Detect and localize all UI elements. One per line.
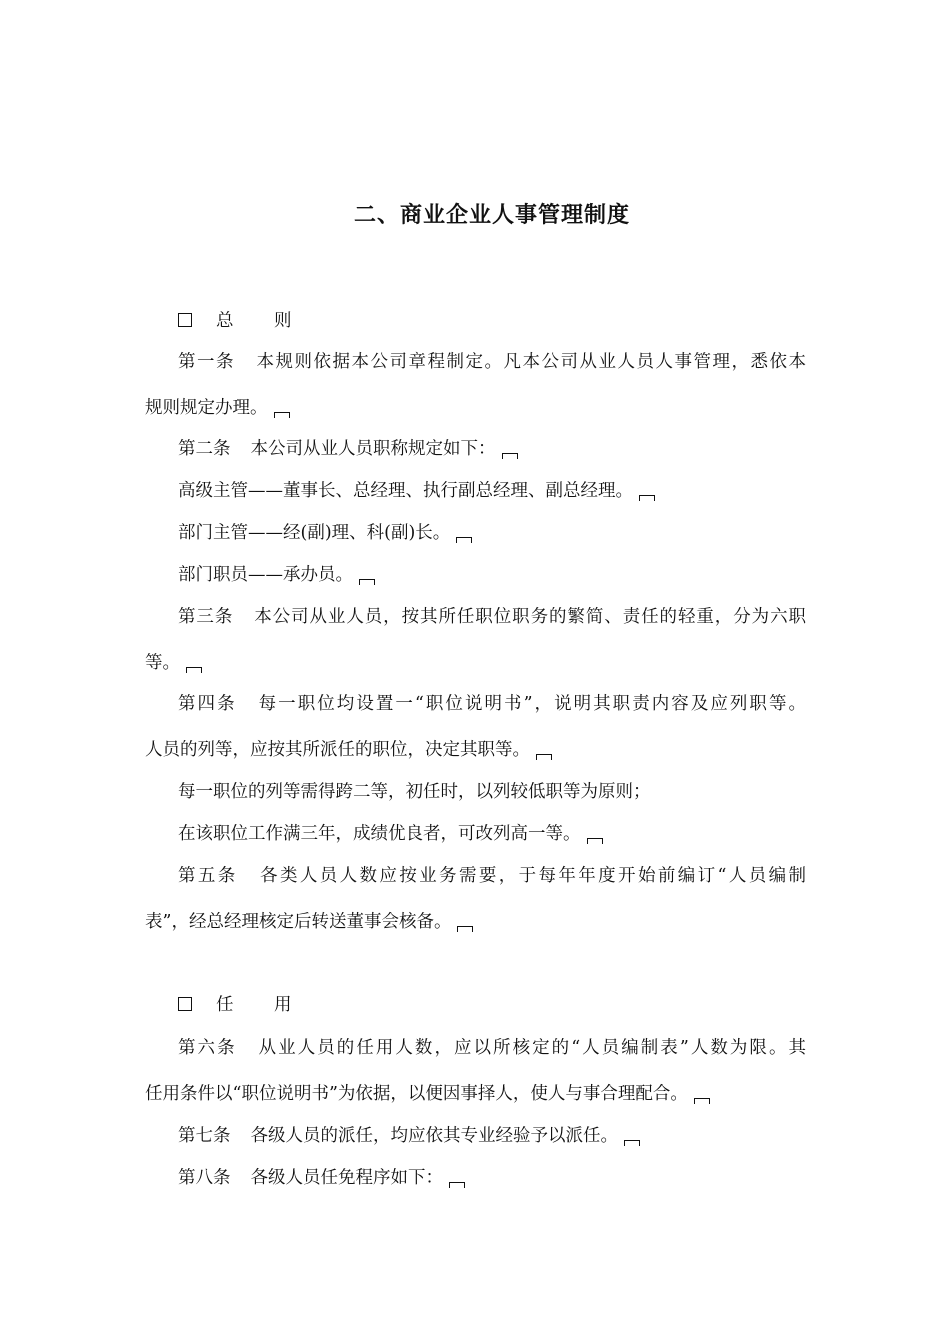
article-text: 各级人员任免程序如下： [250,1168,443,1188]
article-text: 本公司从业人员，按其所任职位职务的繁简、责任的轻重，分为六职 [253,607,807,627]
article-1-line-2 [145,396,290,420]
paragraph-mark-icon [536,754,552,760]
article-number: 第二条 [178,439,231,459]
paragraph-mark-icon [624,1140,640,1146]
article-number: 第三条 [178,607,234,627]
article-number: 第六条 [178,1038,237,1058]
article-5-line-1 [178,864,806,888]
article-4-line-2 [145,738,552,762]
article-number: 第一条 [178,352,235,372]
article-text: 各级人员的派任，均应依其专业经验予以派任。 [250,1126,618,1146]
article-text: 高级主管——董事长、总经理、执行副总经理、副总经理。 [178,481,633,501]
article-8-line-1 [178,1166,465,1190]
article-7-line-1 [178,1124,640,1148]
paragraph-mark-icon [587,838,603,844]
article-text: 本公司从业人员职称规定如下： [250,439,496,459]
article-5-line-2 [145,910,473,934]
article-number: 第八条 [178,1168,231,1188]
section-heading-appointment [178,993,318,1017]
article-text: 等。 [145,653,180,673]
paragraph-mark-icon [449,1182,465,1188]
article-text: 部门主管——经(副)理、科(副)长。 [178,523,451,543]
article-text: 每一职位的列等需得跨二等，初任时，以列较低职等为原则； [178,782,651,802]
paragraph-mark-icon [502,453,518,459]
article-1-line-1 [178,350,806,374]
paragraph-mark-icon [186,667,202,673]
article-number: 第七条 [178,1126,231,1146]
paragraph-mark-icon [359,579,375,585]
article-text: 人员的列等，应按其所派任的职位，决定其职等。 [145,740,530,760]
article-text: 本规则依据本公司章程制定。凡本公司从业人员人事管理，悉依本 [255,352,806,372]
checkbox-square-icon [178,313,192,327]
article-2-item-1 [178,479,655,503]
article-6-line-1 [178,1036,806,1060]
article-4-line-4 [178,822,603,846]
article-4-line-1 [178,692,806,716]
article-text: 在该职位工作满三年，成绩优良者，可改列高一等。 [178,824,581,844]
article-text: 每一职位均设置一“职位说明书”，说明其职责内容及应列职等。 [256,694,806,714]
paragraph-mark-icon [274,412,290,418]
article-2-item-2 [178,521,472,545]
section-heading-char: 任 [216,995,234,1015]
section-heading-char: 用 [274,995,292,1015]
article-3-line-2 [145,651,202,675]
paragraph-mark-icon [694,1098,710,1104]
article-text: 规则规定办理。 [145,398,268,418]
article-text: 从业人员的任用人数，应以所核定的“人员编制表”人数为限。其 [256,1038,806,1058]
article-number: 第四条 [178,694,237,714]
article-3-line-1 [178,605,806,629]
paragraph-mark-icon [457,926,473,932]
article-text: 任用条件以“职位说明书”为依据，以便因事择人，使人与事合理配合。 [145,1084,688,1104]
article-6-line-2 [145,1082,710,1106]
paragraph-mark-icon [456,537,472,543]
article-4-line-3 [178,780,651,804]
article-text: 各类人员人数应按业务需要，于每年年度开始前编订“人员编制 [257,866,806,886]
article-2-item-3 [178,563,375,587]
paragraph-mark-icon [639,495,655,501]
checkbox-square-icon [178,997,192,1011]
article-number: 第五条 [178,866,238,886]
article-text: 表”，经总经理核定后转送董事会核备。 [145,912,452,932]
document-title: 二、商业企业人事管理制度 [353,203,630,228]
article-2-line-1 [178,437,518,461]
section-heading-char: 总 [216,311,234,331]
section-heading-char: 则 [274,311,292,331]
article-text: 部门职员——承办员。 [178,565,353,585]
section-heading-general [178,309,318,333]
